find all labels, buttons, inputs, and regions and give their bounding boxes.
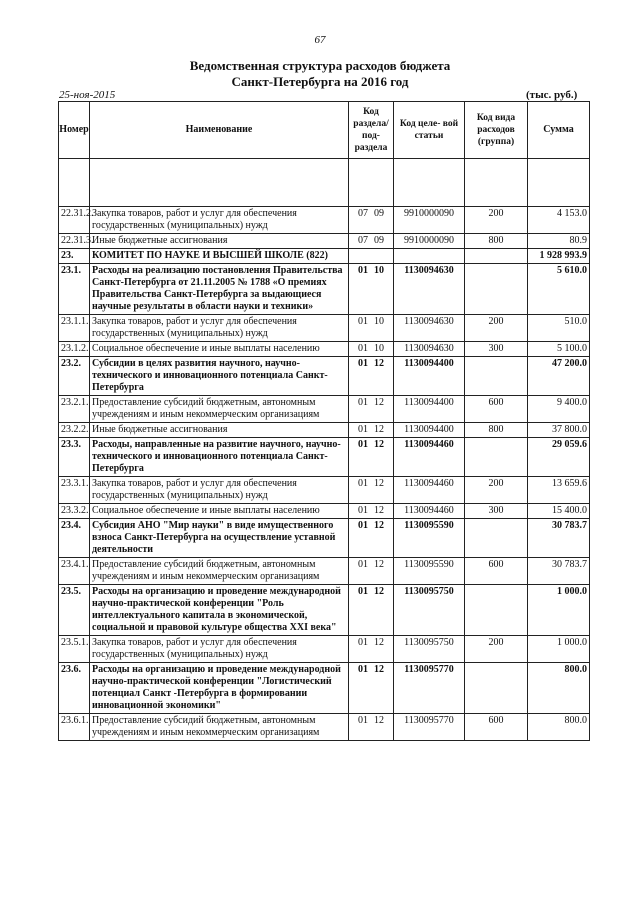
row-sum: 1 000.0 bbox=[528, 636, 590, 663]
row-target-code: 1130095750 bbox=[394, 585, 465, 636]
subsection-code: 12 bbox=[374, 358, 384, 369]
row-number: 23.3.1. bbox=[59, 477, 90, 504]
section-code: 01 bbox=[358, 715, 368, 726]
row-section-code bbox=[349, 636, 394, 663]
row-section-code bbox=[349, 714, 394, 741]
subsection-code: 12 bbox=[374, 439, 384, 450]
row-expense-type bbox=[465, 519, 528, 558]
table-row bbox=[59, 207, 590, 234]
table-row bbox=[59, 504, 590, 519]
row-sum: 29 059.6 bbox=[528, 438, 590, 477]
row-expense-type: 200 bbox=[465, 636, 528, 663]
table-row bbox=[59, 477, 590, 504]
row-section-code bbox=[349, 423, 394, 438]
row-target-code: 1130094460 bbox=[394, 438, 465, 477]
row-section-code bbox=[349, 234, 394, 249]
row-number: 23.5.1. bbox=[59, 636, 90, 663]
row-number: 23.6. bbox=[59, 663, 90, 714]
subsection-code: 12 bbox=[374, 424, 384, 435]
table-row bbox=[59, 396, 590, 423]
row-name: Закупка товаров, работ и услуг для обеспечения государственных (муниципальных) нужд bbox=[90, 207, 349, 234]
row-sum: 80.9 bbox=[528, 234, 590, 249]
row-name: Предоставление субсидий бюджетным, автономным учреждениям и иным некоммерческим организациям bbox=[90, 396, 349, 423]
row-target-code: 1130095770 bbox=[394, 714, 465, 741]
row-sum: 5 100.0 bbox=[528, 342, 590, 357]
subsection-code: 12 bbox=[374, 559, 384, 570]
row-sum: 800.0 bbox=[528, 714, 590, 741]
row-section-code bbox=[349, 264, 394, 315]
subsection-code: 10 bbox=[374, 316, 384, 327]
row-section-code bbox=[349, 207, 394, 234]
section-code: 01 bbox=[358, 424, 368, 435]
subsection-code: 12 bbox=[374, 664, 384, 675]
row-section-code bbox=[349, 477, 394, 504]
row-expense-type: 300 bbox=[465, 342, 528, 357]
section-code: 01 bbox=[358, 397, 368, 408]
row-sum: 15 400.0 bbox=[528, 504, 590, 519]
row-sum: 9 400.0 bbox=[528, 396, 590, 423]
row-number: 23.1.2. bbox=[59, 342, 90, 357]
row-sum: 4 153.0 bbox=[528, 207, 590, 234]
section-code: 01 bbox=[358, 586, 368, 597]
row-expense-type bbox=[465, 438, 528, 477]
row-target-code: 1130095590 bbox=[394, 519, 465, 558]
section-code: 01 bbox=[358, 316, 368, 327]
section-code: 01 bbox=[358, 358, 368, 369]
table-row bbox=[59, 636, 590, 663]
row-section-code bbox=[349, 585, 394, 636]
row-name: Социальное обеспечение и иные выплаты населению bbox=[90, 342, 349, 357]
row-section-code bbox=[349, 249, 394, 264]
row-number: 22.31.2. bbox=[59, 207, 90, 234]
row-section-code bbox=[349, 438, 394, 477]
section-code: 01 bbox=[358, 664, 368, 675]
row-name: Иные бюджетные ассигнования bbox=[90, 423, 349, 438]
row-number: 22.31.3. bbox=[59, 234, 90, 249]
subsection-code: 12 bbox=[374, 586, 384, 597]
section-code: 01 bbox=[358, 559, 368, 570]
header-spacer-row bbox=[59, 159, 590, 207]
row-sum: 5 610.0 bbox=[528, 264, 590, 315]
row-target-code: 1130094630 bbox=[394, 264, 465, 315]
row-number: 23.1. bbox=[59, 264, 90, 315]
row-number: 23.4.1. bbox=[59, 558, 90, 585]
budget-table bbox=[58, 101, 590, 741]
row-sum: 47 200.0 bbox=[528, 357, 590, 396]
row-sum: 1 000.0 bbox=[528, 585, 590, 636]
document-date: 25-ноя-2015 bbox=[59, 89, 116, 101]
row-name: Расходы на организацию и проведение международной научно-практической конференции "Логистический потенциал Санкт -Петербурга в формировании инновационной экономики" bbox=[90, 663, 349, 714]
row-target-code: 1130094400 bbox=[394, 396, 465, 423]
row-expense-type bbox=[465, 357, 528, 396]
row-section-code bbox=[349, 315, 394, 342]
row-number: 23.2.1. bbox=[59, 396, 90, 423]
row-sum: 510.0 bbox=[528, 315, 590, 342]
section-code: 01 bbox=[358, 520, 368, 531]
table-row bbox=[59, 519, 590, 558]
row-number: 23.2. bbox=[59, 357, 90, 396]
row-number: 23.3. bbox=[59, 438, 90, 477]
table-row bbox=[59, 663, 590, 714]
row-target-code: 1130094460 bbox=[394, 504, 465, 519]
row-section-code bbox=[349, 357, 394, 396]
row-number: 23.1.1. bbox=[59, 315, 90, 342]
row-number: 23.3.2. bbox=[59, 504, 90, 519]
row-expense-type: 300 bbox=[465, 504, 528, 519]
subsection-code: 09 bbox=[374, 235, 384, 246]
row-target-code bbox=[394, 249, 465, 264]
title-line-2: Санкт-Петербурга на 2016 год bbox=[231, 74, 409, 89]
table-body bbox=[59, 207, 590, 741]
row-name: Социальное обеспечение и иные выплаты населению bbox=[90, 504, 349, 519]
col-header-name: Наименование bbox=[90, 102, 349, 159]
row-section-code bbox=[349, 504, 394, 519]
subsection-code: 12 bbox=[374, 520, 384, 531]
row-number: 23. bbox=[59, 249, 90, 264]
row-expense-type bbox=[465, 663, 528, 714]
row-target-code: 1130094630 bbox=[394, 315, 465, 342]
row-number: 23.2.2. bbox=[59, 423, 90, 438]
row-expense-type bbox=[465, 249, 528, 264]
col-header-exp-type: Код вида расходов (группа) bbox=[465, 102, 528, 159]
row-target-code: 1130094630 bbox=[394, 342, 465, 357]
row-target-code: 9910000090 bbox=[394, 207, 465, 234]
row-expense-type: 800 bbox=[465, 234, 528, 249]
section-code: 01 bbox=[358, 637, 368, 648]
row-section-code bbox=[349, 342, 394, 357]
table-row bbox=[59, 342, 590, 357]
col-header-target: Код целе- вой статьи bbox=[394, 102, 465, 159]
col-header-number: Номер bbox=[59, 102, 90, 159]
row-section-code bbox=[349, 396, 394, 423]
section-code: 07 bbox=[358, 235, 368, 246]
row-expense-type: 200 bbox=[465, 207, 528, 234]
table-row bbox=[59, 423, 590, 438]
row-number: 23.6.1. bbox=[59, 714, 90, 741]
table-row bbox=[59, 315, 590, 342]
subsection-code: 12 bbox=[374, 505, 384, 516]
subsection-code: 12 bbox=[374, 637, 384, 648]
row-sum: 37 800.0 bbox=[528, 423, 590, 438]
table-row bbox=[59, 714, 590, 741]
table-row bbox=[59, 357, 590, 396]
row-target-code: 1130094460 bbox=[394, 477, 465, 504]
row-sum: 30 783.7 bbox=[528, 558, 590, 585]
table-row bbox=[59, 234, 590, 249]
row-sum: 13 659.6 bbox=[528, 477, 590, 504]
page-number: 67 bbox=[314, 34, 326, 46]
row-target-code: 1130095750 bbox=[394, 636, 465, 663]
section-code: 01 bbox=[358, 343, 368, 354]
units-label: (тыс. руб.) bbox=[526, 89, 578, 101]
section-code: 01 bbox=[358, 265, 368, 276]
row-name: КОМИТЕТ ПО НАУКЕ И ВЫСШЕЙ ШКОЛЕ (822) bbox=[90, 249, 349, 264]
row-expense-type: 600 bbox=[465, 558, 528, 585]
document-title bbox=[0, 58, 640, 90]
section-code: 01 bbox=[358, 505, 368, 516]
col-header-section: Код раздела/ под- раздела bbox=[349, 102, 394, 159]
row-expense-type: 600 bbox=[465, 714, 528, 741]
row-expense-type: 600 bbox=[465, 396, 528, 423]
row-name: Закупка товаров, работ и услуг для обеспечения государственных (муниципальных) нужд bbox=[90, 315, 349, 342]
subsection-code: 12 bbox=[374, 478, 384, 489]
row-expense-type bbox=[465, 585, 528, 636]
row-sum: 800.0 bbox=[528, 663, 590, 714]
row-name: Закупка товаров, работ и услуг для обеспечения государственных (муниципальных) нужд bbox=[90, 636, 349, 663]
row-target-code: 1130095590 bbox=[394, 558, 465, 585]
subsection-code: 10 bbox=[374, 343, 384, 354]
subsection-code: 12 bbox=[374, 715, 384, 726]
table-row bbox=[59, 558, 590, 585]
row-name: Субсидии в целях развития научного, научно-технического и инновационного потенциала Санкт-Петербурга bbox=[90, 357, 349, 396]
table-row bbox=[59, 249, 590, 264]
row-target-code: 1130094400 bbox=[394, 423, 465, 438]
row-name: Расходы, направленные на развитие научного, научно-технического и инновационного потенциала Санкт-Петербурга bbox=[90, 438, 349, 477]
row-section-code bbox=[349, 519, 394, 558]
row-expense-type bbox=[465, 264, 528, 315]
row-sum: 30 783.7 bbox=[528, 519, 590, 558]
row-name: Предоставление субсидий бюджетным, автономным учреждениям и иным некоммерческим организациям bbox=[90, 714, 349, 741]
section-code: 07 bbox=[358, 208, 368, 219]
row-name: Расходы на организацию и проведение международной научно-практической конференции "Роль интеллектуального капитала в экономической, социальной и правовой культуре общества XXI века" bbox=[90, 585, 349, 636]
section-code: 01 bbox=[358, 439, 368, 450]
col-header-sum: Сумма bbox=[528, 102, 590, 159]
row-section-code bbox=[349, 558, 394, 585]
subsection-code: 12 bbox=[374, 397, 384, 408]
title-line-1: Ведомственная структура расходов бюджета bbox=[189, 58, 451, 73]
table-row bbox=[59, 585, 590, 636]
subsection-code: 09 bbox=[374, 208, 384, 219]
section-code: 01 bbox=[358, 478, 368, 489]
table-row bbox=[59, 264, 590, 315]
subsection-code: 10 bbox=[374, 265, 384, 276]
row-name: Предоставление субсидий бюджетным, автономным учреждениям и иным некоммерческим организациям bbox=[90, 558, 349, 585]
row-sum: 1 928 993.9 bbox=[528, 249, 590, 264]
row-target-code: 1130095770 bbox=[394, 663, 465, 714]
row-number: 23.4. bbox=[59, 519, 90, 558]
row-target-code: 1130094400 bbox=[394, 357, 465, 396]
row-name: Расходы на реализацию постановления Правительства Санкт-Петербурга от 21.11.2005 № 1788 «О премиях Правительства Санкт-Петербурга за выдающиеся научные результаты в области науки и техники» bbox=[90, 264, 349, 315]
table-row bbox=[59, 438, 590, 477]
row-name: Иные бюджетные ассигнования bbox=[90, 234, 349, 249]
row-expense-type: 800 bbox=[465, 423, 528, 438]
row-section-code bbox=[349, 663, 394, 714]
header-row bbox=[59, 102, 590, 159]
row-number: 23.5. bbox=[59, 585, 90, 636]
row-target-code: 9910000090 bbox=[394, 234, 465, 249]
row-expense-type: 200 bbox=[465, 315, 528, 342]
row-expense-type: 200 bbox=[465, 477, 528, 504]
row-name: Субсидия АНО "Мир науки" в виде имущественного взноса Санкт-Петербурга на осуществление уставной деятельности bbox=[90, 519, 349, 558]
row-name: Закупка товаров, работ и услуг для обеспечения государственных (муниципальных) нужд bbox=[90, 477, 349, 504]
